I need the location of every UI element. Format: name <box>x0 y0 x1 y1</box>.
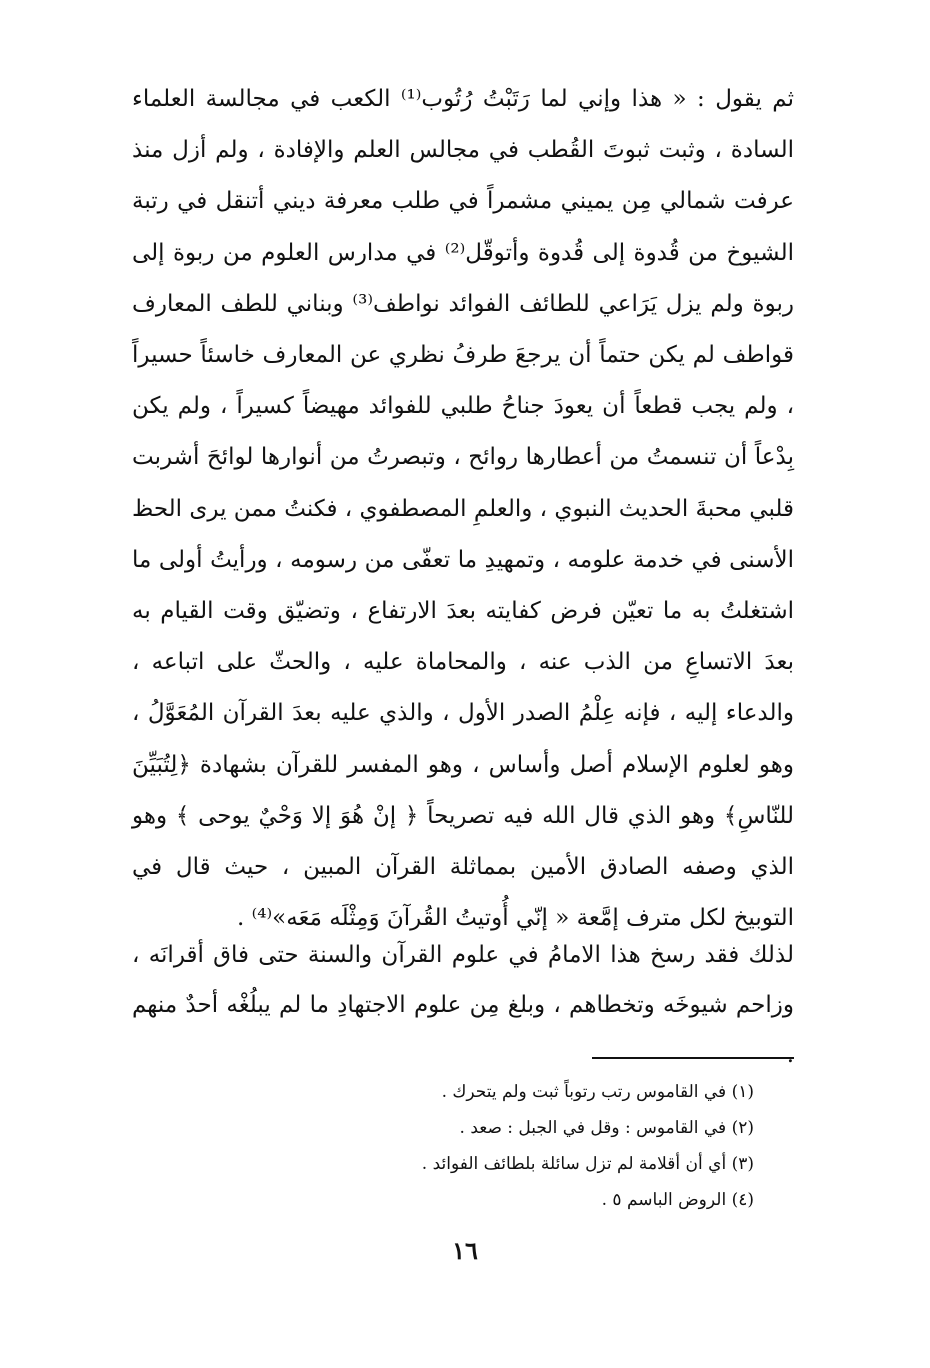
main-paragraph: ثم يقول : « هذا وإني لما رَتَبْتُ رُتُوب⁽¹⁾ الكعب في مجالسة العلماء السادة ، وثبت ثبوتَ القُطب في مجالس العلم والإفادة ، ولم أزل منذ عرفت شمالي مِن يميني مشمراً في طلب معرفة ديني أتنقل في رتبة الشيوخ من قُدوة إلى قُدوة وأتوقّل⁽²⁾ في مدارس العلوم من ربوة إلى ربوة ولم يزل يَرَاعي للطائف الفوائد نواطف⁽³⁾ وبناني للطف المعارف قواطف لم يكن حتماً أن يرجعَ طرفُ نظري عن المعارف خاسئاً حسيراً ، ولم يجب قطعاً أن يعودَ جناحُ طلبي للفوائد مهيضاً كسيراً ، ولم يكن بِدْعاً أن تنسمتُ من أعطارها روائح ، وتبصرتُ من أنوارها لوائحَ أشربت قلبي محبةَ الحديث النبوي ، والعلمِ المصطفوي ، فكنتُ ممن يرى الحظ الأسنى في خدمة علومه ، وتمهيدِ ما تعفّى من رسومه ، ورأيتُ أولى ما اشتغلتُ به ما تعيّن فرض كفايته بعدَ الارتفاع ، وتضيّق وقت القيام به بعدَ الاتساعِ من الذب عنه ، والمحاماة عليه ، والحثّ على اتباعه ، والدعاء إليه ، فإنه عِلْمُ الصدر الأول ، والذي عليه بعدَ القرآن المُعَوَّلُ ، وهو لعلوم الإسلام أصل وأساس ، وهو المفسر للقرآن بشهادة ﴿لِتُبَيِّنَ للنّاسِ﴾ وهو الذي قال الله فيه تصريحاً ﴿ إنْ هُوَ إلا وَحْيٌ يوحى ﴾ وهو الذي وصفه الصادق الأمين بمماثلة القرآن المبين ، حيث قال في التوبيخ لكل مترف إمَّعة « إنّي أُوتيتُ القُرآنَ وَمِثْلَه مَعَه»⁽⁴⁾ . <box>132 86 795 932</box>
footnote-1: (١) في القاموس رتب رتوباً ثبت ولم يتحرك . <box>441 1082 754 1102</box>
second-paragraph: لذلك فقد رسخ هذا الامامُ في علوم القرآن والسنة حتى فاق أقرانَه ، وزاحم شيوخَه وتخطاهم ، وبلغ مِن علوم الاجتهادِ ما لم يبلُغْه أحدٌ منهم . <box>132 942 794 1068</box>
page-number: ١٦ <box>452 1236 478 1265</box>
footnotes-list <box>132 1074 754 1218</box>
footnote-divider <box>592 1057 794 1059</box>
footnote-3: (٣) أي أن أقلامة لم تزل سائلة بلطائف الفوائد . <box>421 1154 754 1174</box>
footnote-2: (٢) في القاموس : وقل في الجبل : صعد . <box>459 1118 754 1138</box>
footnote-4: (٤) الروض الباسم ٥ . <box>601 1190 754 1210</box>
